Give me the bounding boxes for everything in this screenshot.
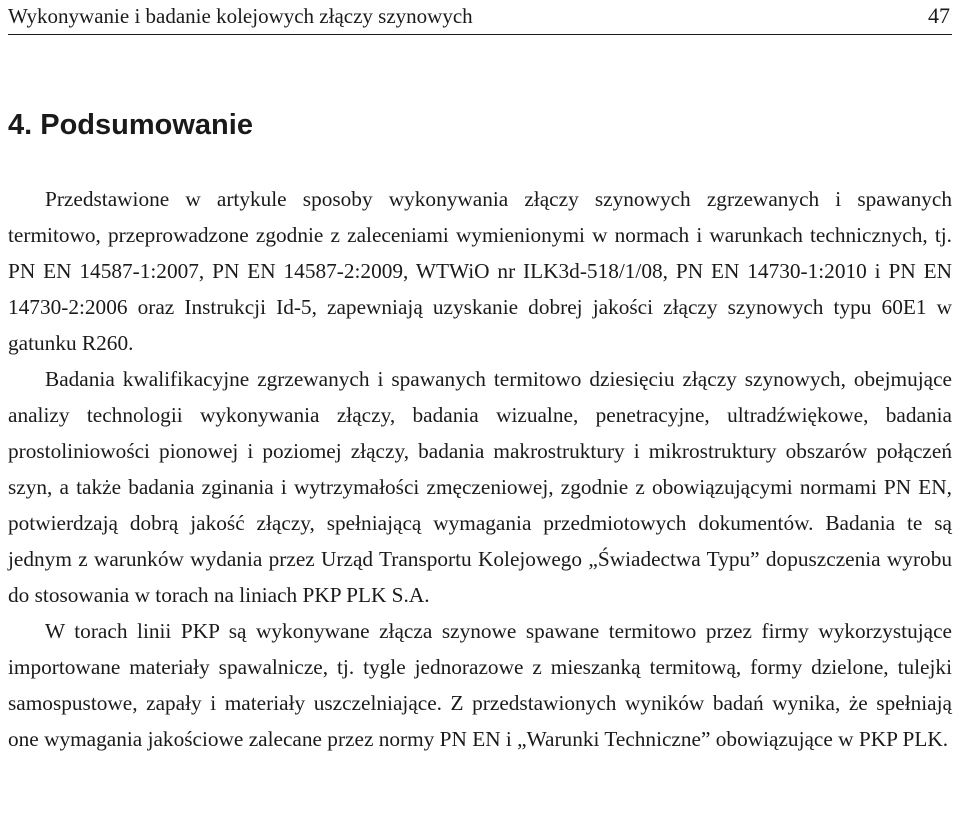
paragraph-thermite-welding: W torach linii PKP są wykonywane złącza szynowe spawane termitowo przez firmy wykorzystujące importowane materiały spawalnicze, tj. tygle jednorazowe z mieszanką termitową, formy dzielone, tulejki samospustowe, zapały i materiały uszczelniające. Z przedstawionych wyników badań wynika, że spełniają one wymagania jakościowe zalecane przez normy PN EN i „Warunki Techniczne” obowiązujące w PKP PLK. [8, 619, 952, 751]
body-text [8, 181, 952, 757]
running-header-title: Wykonywanie i badanie kolejowych złączy szynowych [8, 4, 473, 28]
paragraph-summary-intro: Przedstawione w artykule sposoby wykonywania złączy szynowych zgrzewanych i spawanych termitowo, przeprowadzone zgodnie z zaleceniami wymienionymi w normach i warunkach technicznych, tj. PN EN 14587-1:2007, PN EN 14587-2:2009, WTWiO nr ILK3d-518/1/08, PN EN 14730-1:2010 i PN EN 14730-2:2006 oraz Instrukcji Id-5, zapewniają uzyskanie dobrej jakości złączy szynowych typu 60E1 w gatunku R260. [8, 187, 952, 355]
section-heading: 4. Podsumowanie [8, 109, 253, 141]
header-divider [8, 34, 952, 35]
running-header [8, 4, 952, 32]
page-number: 47 [928, 3, 950, 28]
paragraph-qualification-tests: Badania kwalifikacyjne zgrzewanych i spawanych termitowo dziesięciu złączy szynowych, obejmujące analizy technologii wykonywania złączy, badania wizualne, penetracyjne, ultradźwiękowe, badania prostoliniowości pionowej i poziomej złączy, badania makrostruktury i mikrostruktury obszarów połączeń szyn, a także badania zginania i wytrzymałości zmęczeniowej, zgodnie z obowiązującymi normami PN EN, potwierdzają dobrą jakość złączy, spełniającą wymagania przedmiotowych dokumentów. Badania te są jednym z warunków wydania przez Urząd Transportu Kolejowego „Świadectwa Typu” dopuszczenia wyrobu do stosowania w torach na liniach PKP PLK S.A. [8, 367, 952, 607]
